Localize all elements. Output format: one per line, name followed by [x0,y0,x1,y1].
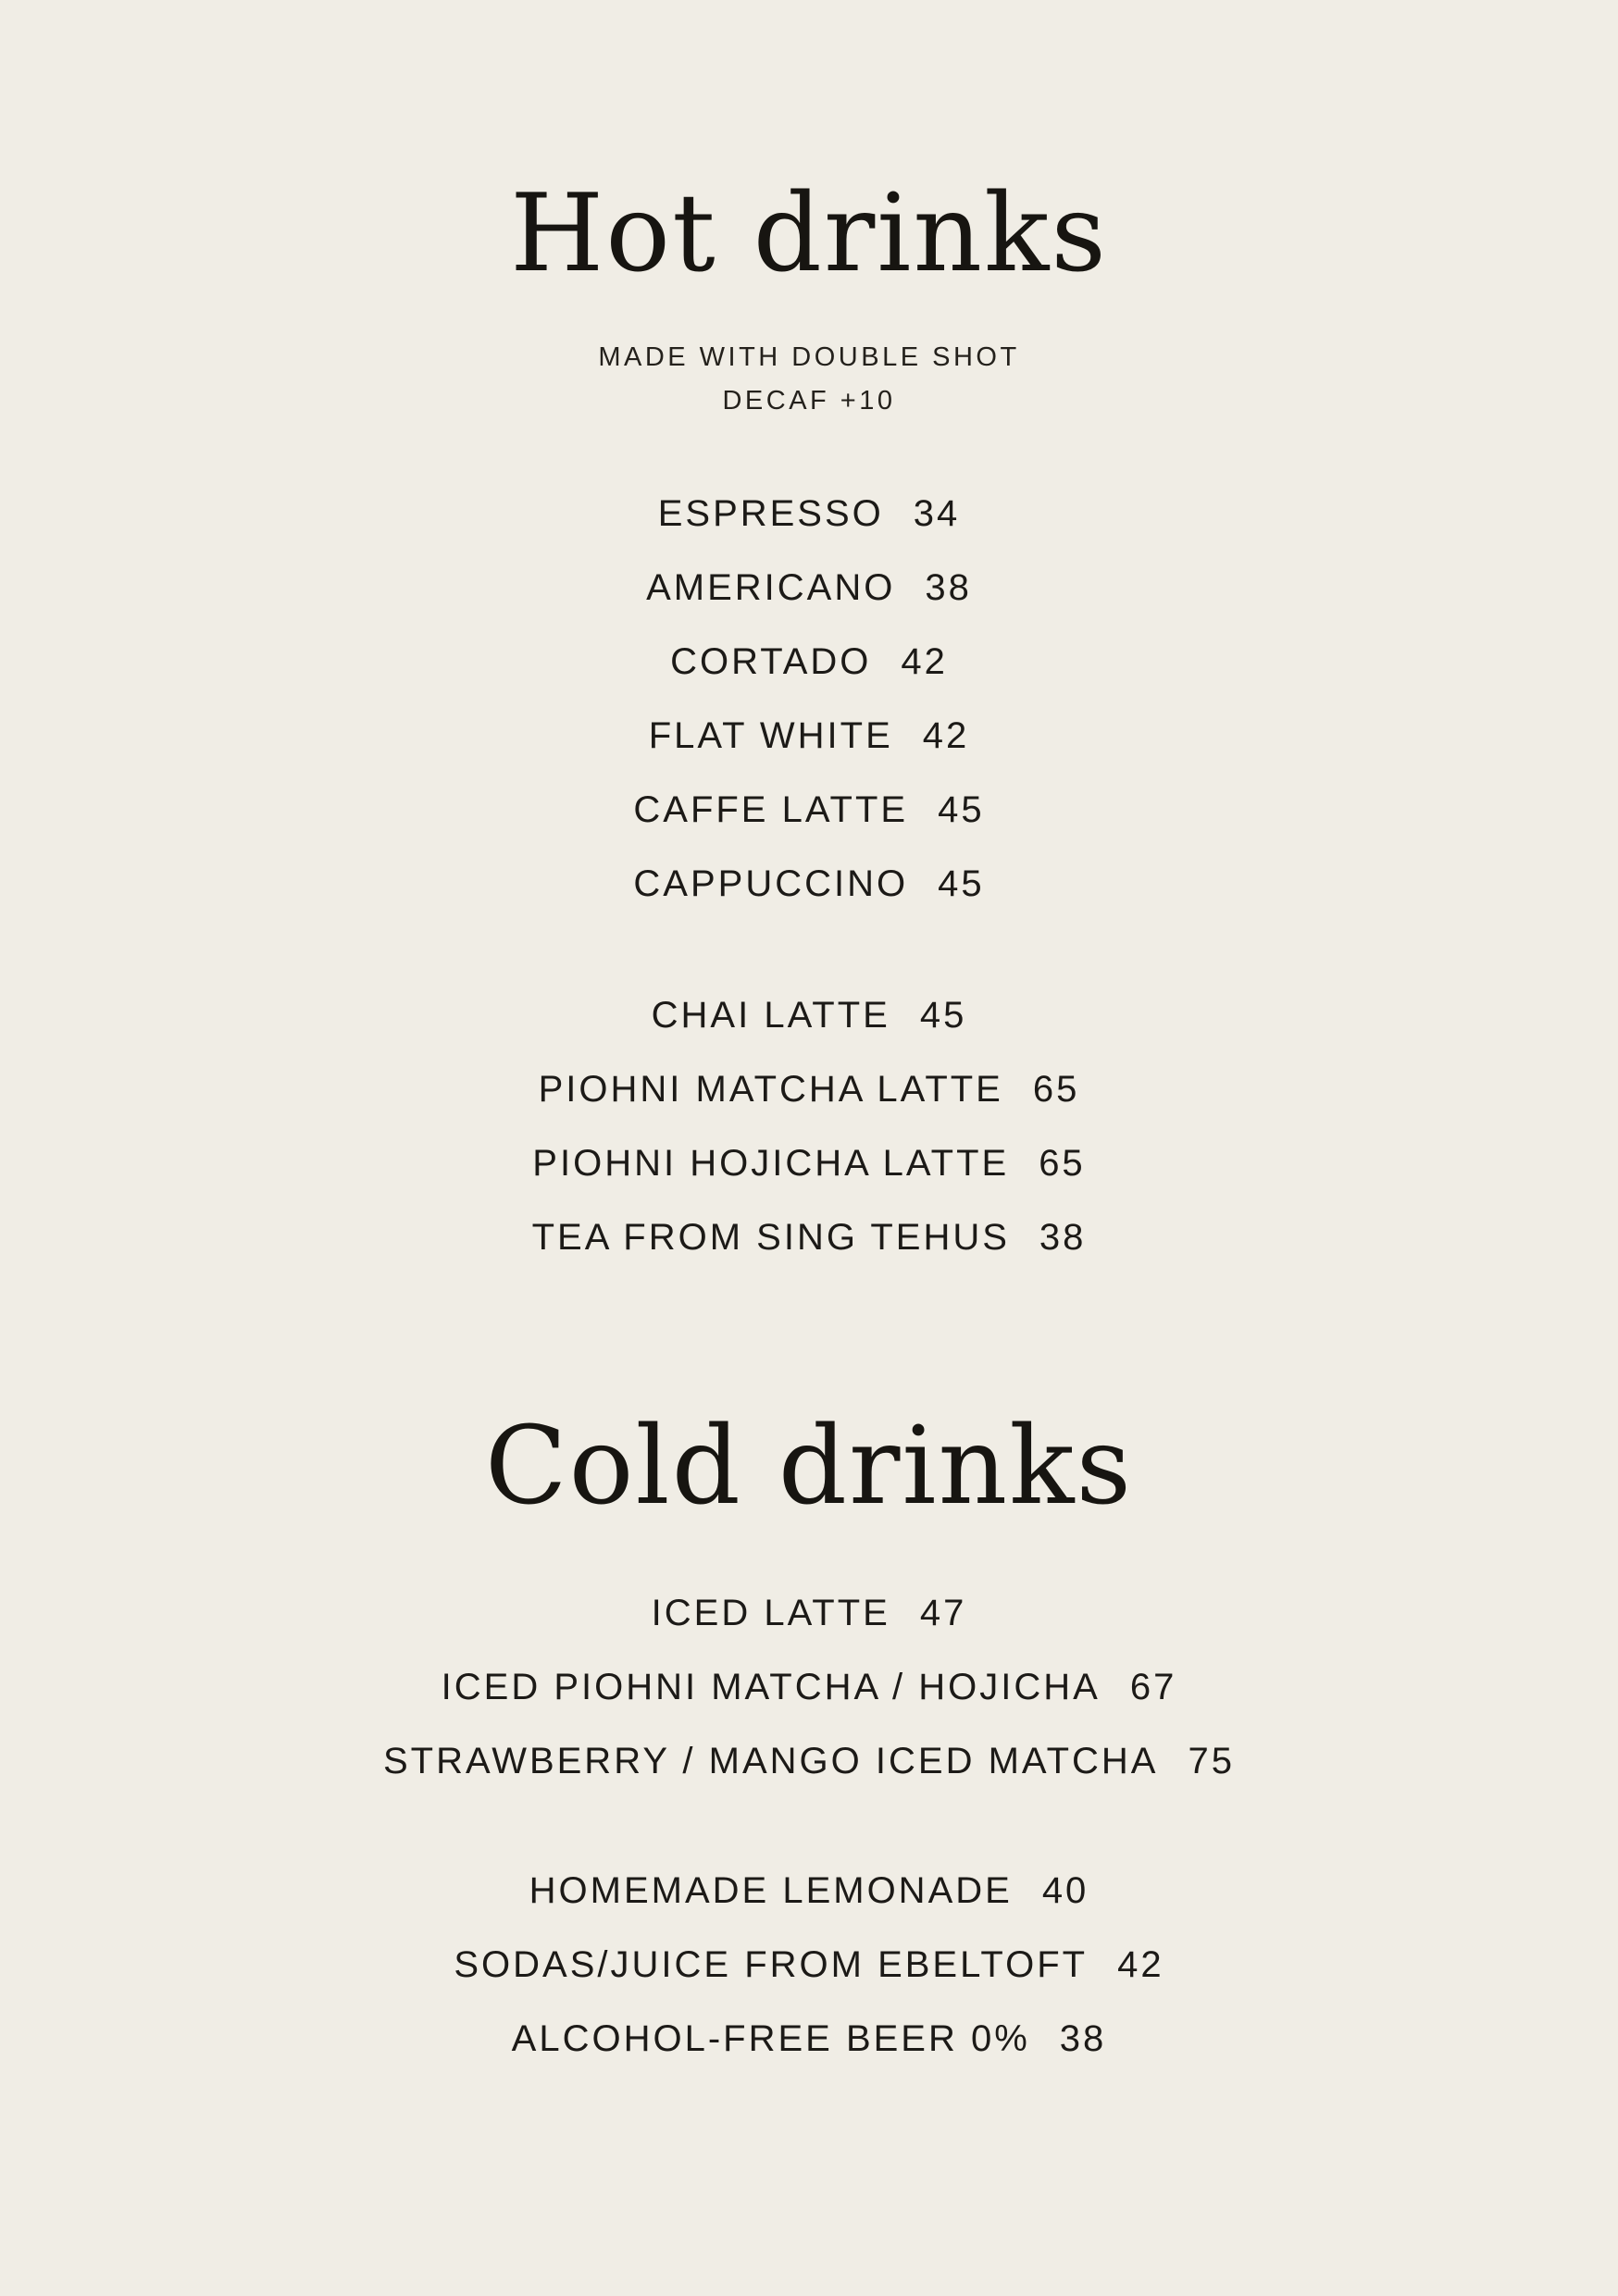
menu-item-price: 45 [919,994,967,1036]
menu-item-row [442,1650,1177,1724]
menu-item-price: 38 [925,566,972,608]
menu-item-price: 45 [938,863,985,904]
menu-item-name: CAFFE LATTE [633,788,909,830]
menu-item-row [532,1126,1085,1200]
menu-item-price: 65 [1032,1068,1080,1110]
cold-drinks-section [383,1274,1235,2076]
menu-item-row [539,1052,1080,1126]
menu-item-row [649,699,970,773]
menu-item-name: PIOHNI MATCHA LATTE [538,1068,1003,1110]
menu-item-price: 38 [1039,1216,1087,1258]
menu-item-name: ALCOHOL-FREE BEER 0% [511,2017,1030,2059]
menu-item-row [633,847,984,921]
menu-item-name: SODAS/JUICE FROM EBELTOFT [454,1943,1089,1985]
menu-item-row [529,1854,1089,1928]
menu-item-row [532,1200,1087,1274]
menu-item-name: TEA FROM SING TEHUS [531,1216,1010,1258]
menu-item-row [454,1928,1164,2002]
menu-item-name: ICED LATTE [651,1592,890,1633]
menu-item-name: ICED PIOHNI MATCHA / HOJICHA [441,1666,1101,1707]
menu-item-row [670,625,948,699]
menu-item-price: 75 [1188,1740,1235,1781]
menu-item-price: 40 [1041,1869,1089,1911]
menu-item-name: FLAT WHITE [648,714,893,756]
menu-item-price: 34 [913,492,961,534]
menu-item-price: 42 [1117,1943,1164,1985]
menu-item-row [658,477,961,551]
cold-other-group [454,1854,1164,2076]
subtitle-line: DECAF +10 [722,386,896,416]
hot-drinks-subtitle [598,336,1019,423]
hot-drinks-section [510,171,1108,1274]
menu-item-price: 38 [1059,2017,1107,2059]
cold-drinks-title: Cold drinks [484,1404,1134,1529]
menu-item-name: AMERICANO [646,566,896,608]
menu-item-row [383,1724,1235,1798]
menu-item-price: 45 [938,788,985,830]
menu-item-name: CAPPUCCINO [633,863,909,904]
menu-item-name: CHAI LATTE [651,994,890,1036]
menu-item-name: PIOHNI HOJICHA LATTE [532,1142,1010,1184]
menu-item-row [633,773,984,847]
menu-item-price: 47 [919,1592,967,1633]
menu-item-price: 42 [922,714,970,756]
menu-item-row [512,2002,1107,2076]
menu-item-price: 67 [1129,1666,1177,1707]
menu-item-name: CORTADO [670,640,872,682]
menu-item-price: 42 [901,640,948,682]
hot-drinks-title: Hot drinks [510,171,1108,296]
menu-item-name: ESPRESSO [657,492,884,534]
menu-item-row [652,978,967,1052]
hot-coffee-group [633,477,984,921]
menu-item-name: STRAWBERRY / MANGO ICED MATCHA [383,1740,1159,1781]
hot-tea-group [532,978,1087,1274]
subtitle-line: MADE WITH DOUBLE SHOT [598,342,1020,372]
menu-item-row [652,1576,967,1650]
menu-item-name: HOMEMADE LEMONADE [529,1869,1013,1911]
cold-drinks-group [383,1576,1235,1798]
menu-item-row [646,551,972,625]
menu-item-price: 65 [1039,1142,1086,1184]
